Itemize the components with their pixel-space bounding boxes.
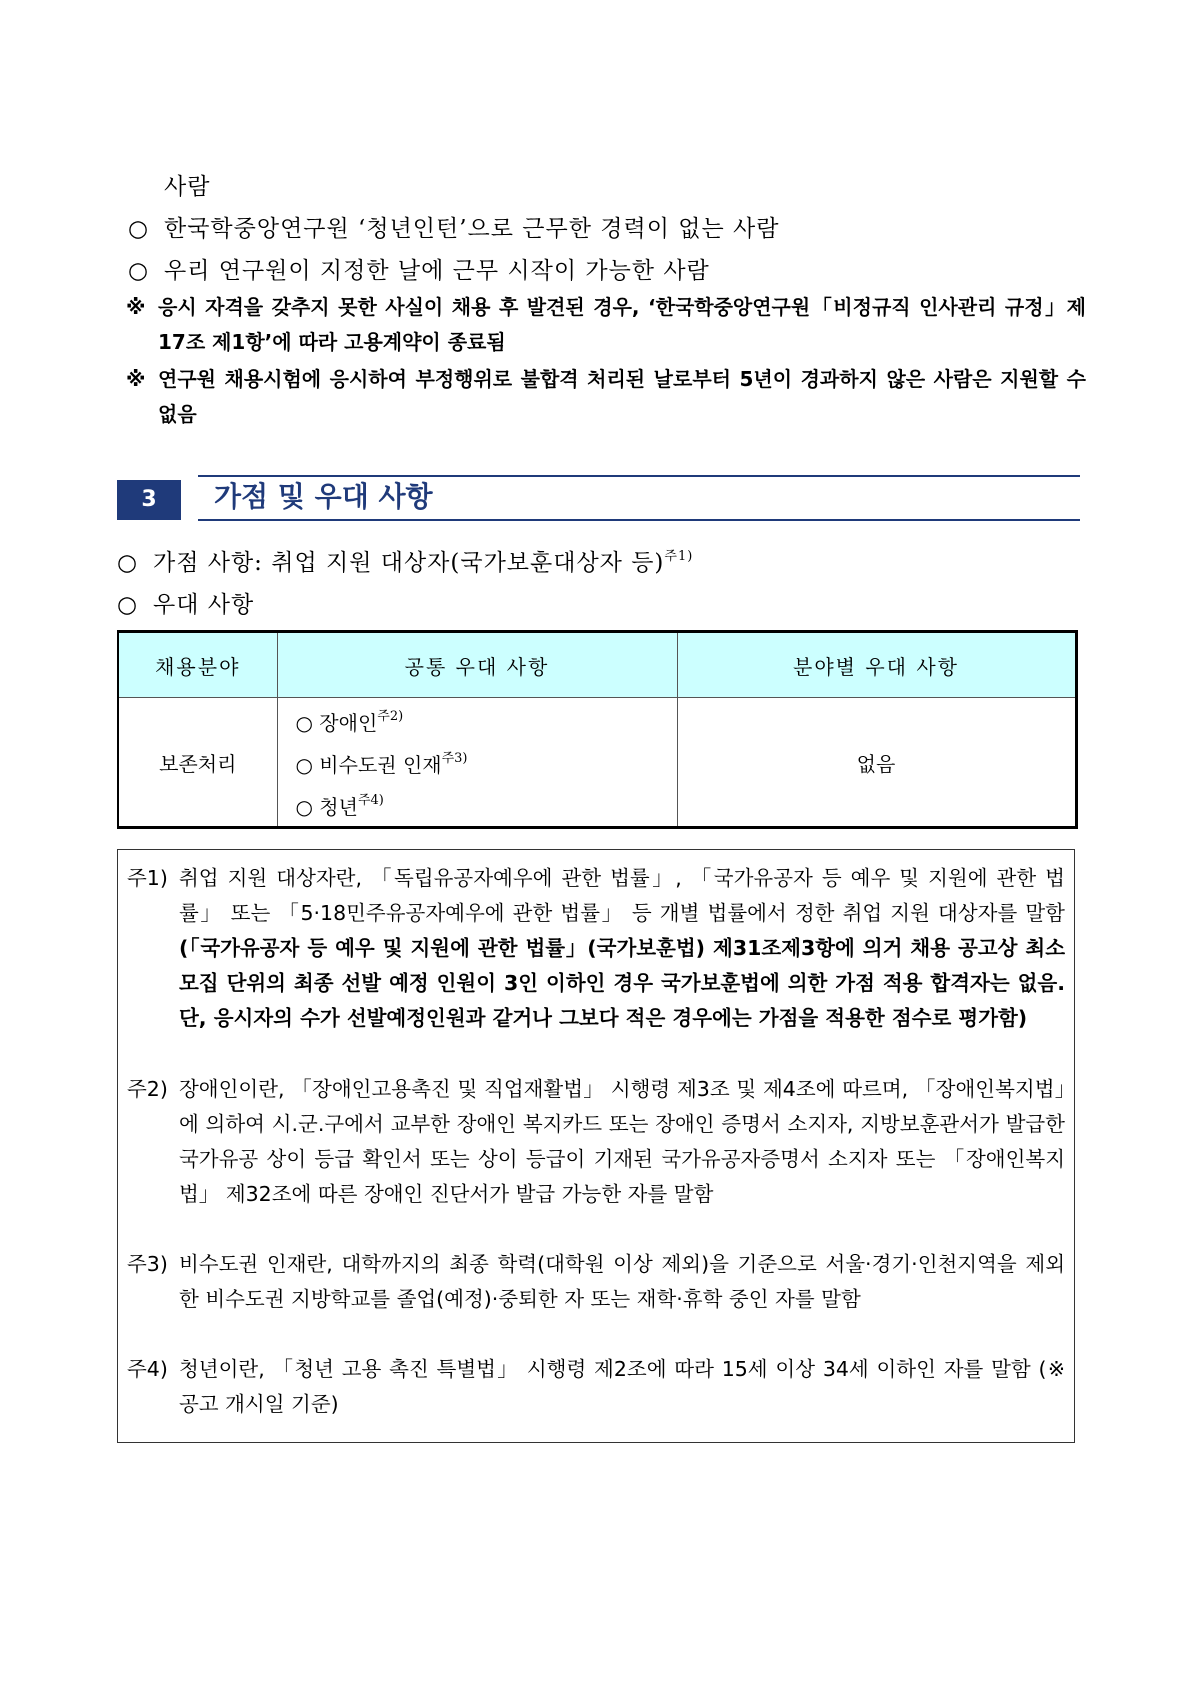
reference-mark-icon: ※ — [126, 367, 146, 391]
notice-text: 연구원 채용시험에 응시하여 부정행위로 불합격 처리된 날로부터 5년이 경과하지 않은 사람은 지원할 수 없음 — [158, 367, 1086, 426]
footnote-label: 주3) — [127, 1252, 168, 1276]
list-item: ○ 비수도권 인재$^{주3)}$ — [295, 751, 468, 777]
footnote-body: 비수도권 인재란, 대학까지의 최종 학력(대학원 이상 제외)을 기준으로 서울·경기·인천지역을 제외한 비수도권 지방학교를 졸업(예정)·중퇴한 자 또는 재학·휴학 중인 자를 말함 — [179, 1252, 1065, 1311]
line-text: 사람 — [164, 174, 211, 200]
cell-common — [277, 698, 677, 828]
footnote — [127, 1352, 1065, 1422]
reference-mark-icon: ※ — [126, 295, 146, 319]
bullet-icon: ○ — [128, 258, 150, 284]
requirement-item — [128, 252, 710, 285]
table-row — [118, 698, 1076, 828]
footnote — [127, 1247, 1065, 1317]
footnotes-box — [117, 849, 1075, 1443]
footnote-body: 장애인이란, 「장애인고용촉진 및 직업재활법」 시행령 제3조 및 제4조에 따르며, 「장애인복지법」에 의하여 시.군.구에서 교부한 장애인 복지카드 또는 장애인 증명서 소지자, 지방보훈관서가 발급한 국가유공 상이 등급 확인서 또는 상이 등급이 기재된 국가유공자증명서 소지자 또는 「장애인복지법」 제32조에 따른 장애인 진단서가 발급 가능한 자를 말함 — [179, 1077, 1065, 1206]
header-field: 채용분야 — [118, 632, 277, 698]
section-rule-bottom — [198, 519, 1080, 521]
section-title: 가점 및 우대 사항 — [214, 480, 433, 513]
footnote-body: 청년이란, 「청년 고용 촉진 특별법」 시행령 제2조에 따라 15세 이상 34세 이하인 자를 말함 (※ 공고 개시일 기준) — [179, 1357, 1065, 1416]
bullet-icon: ○ — [117, 592, 139, 618]
header-common: 공통 우대 사항 — [277, 632, 677, 698]
footnote — [127, 1072, 1065, 1212]
preference-item — [117, 586, 254, 619]
cell-field: 보존처리 — [118, 698, 277, 828]
bullet-icon: ○ — [117, 550, 139, 576]
requirement-item — [128, 210, 779, 243]
footnote-label: 주2) — [127, 1077, 168, 1101]
continuation-line — [164, 168, 210, 201]
footnote-ref: 주1) — [664, 549, 694, 564]
item-text: 가점 사항: 취업 지원 대상자(국가보훈대상자 등) — [153, 550, 665, 576]
header-specific: 분야별 우대 사항 — [677, 632, 1076, 698]
cell-specific: 없음 — [677, 698, 1076, 828]
line-text: 한국학중앙연구원 ‘청년인턴’으로 근무한 경력이 없는 사람 — [164, 216, 780, 242]
list-item: ○ 장애인$^{주2)}$ — [295, 709, 404, 735]
line-text: 우리 연구원이 지정한 날에 근무 시작이 가능한 사람 — [164, 258, 710, 284]
notice — [126, 362, 1086, 432]
footnote — [127, 861, 1065, 1036]
list-item: ○ 청년$^{주4)}$ — [295, 793, 384, 819]
item-text: 우대 사항 — [153, 592, 255, 618]
preference-item — [117, 544, 693, 577]
bullet-icon: ○ — [128, 216, 150, 242]
notice — [126, 290, 1086, 360]
footnote-label: 주1) — [127, 866, 168, 890]
notice-text: 응시 자격을 갖추지 못한 사실이 채용 후 발견된 경우, ‘한국학중앙연구원「비정규직 인사관리 규정」제17조 제1항’에 따라 고용계약이 종료됨 — [158, 295, 1086, 354]
table-header-row — [118, 632, 1076, 698]
footnote-body: 취업 지원 대상자란, 「독립유공자예우에 관한 법률」, 「국가유공자 등 예우 및 지원에 관한 법률」 또는 「5·18민주유공자예우에 관한 법률」 등 개별 법률에서 정한 취업 지원 대상자를 말함(「국가유공자 등 예우 및 지원에 관한 법률」(국가보훈법) 제31조제3항에 의거 채용 공고상 최소 모집 단위의 최종 선발 예정 인원이 3인 이하인 경우 국가보훈법에 의한 가점 적용 합격자는 없음. 단, 응시자의 수가 선발예정인원과 같거나 그보다 적은 경우에는 가점을 적용한 점수로 평가함) — [179, 866, 1065, 1030]
section-number: 3 — [117, 480, 181, 520]
preference-table — [117, 630, 1078, 829]
footnote-label: 주4) — [127, 1357, 168, 1381]
